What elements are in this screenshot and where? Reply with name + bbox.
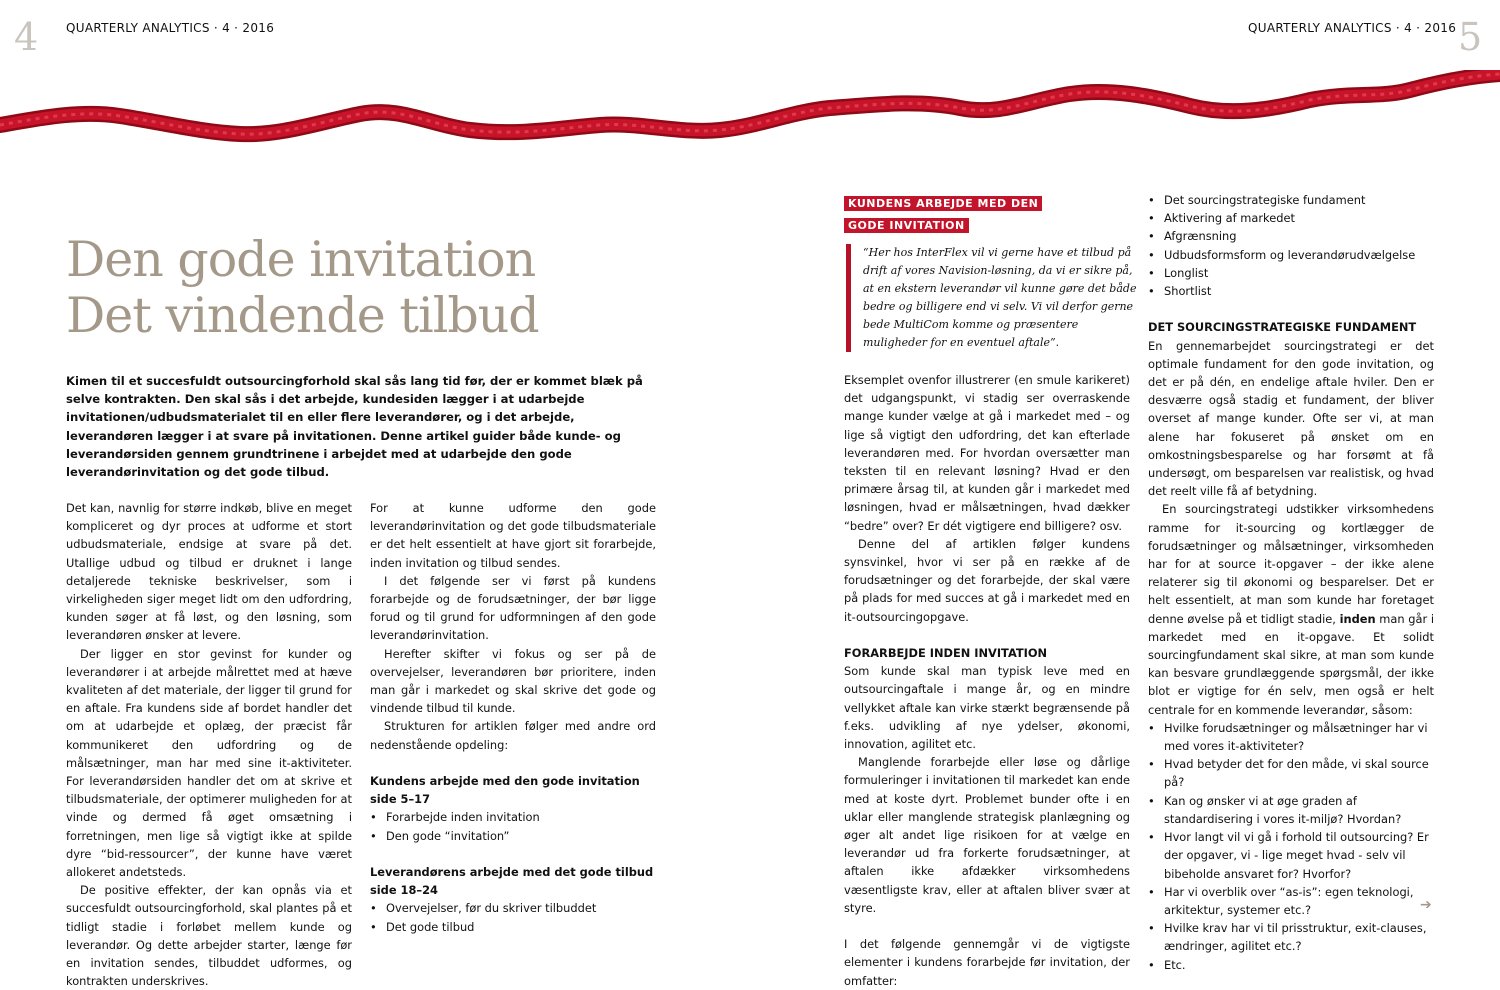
paragraph: Strukturen for artiklen følger med andre ord nedenstående opdeling: [370, 719, 656, 752]
running-head-right: QUARTERLY ANALYTICS · 4 · 2016 [1248, 21, 1457, 35]
list-item: • Shortlist [1148, 282, 1434, 300]
list-item: • Kan og ønsker vi at øge graden af standardisering i vores it-miljø? Hvordan? [1148, 792, 1434, 828]
list-item: • Longlist [1148, 264, 1434, 282]
structure-section-2-list [370, 899, 656, 935]
title-line-2: Det vindende tilbud [66, 287, 539, 344]
paragraph: I det følgende ser vi først på kundens forarbejde og de forudsætninger, der bør ligge forud og til grund for udformningen af den gode leverandørinvitation. [370, 573, 656, 643]
structure-section-1-list [370, 808, 656, 844]
structure-section-2-pages: side 18–24 [370, 883, 438, 898]
list-item: • Udbudsformsform og leverandørudvælgelse [1148, 246, 1434, 264]
list-item: • Hvilke forudsætninger og målsætninger har vi med vores it-aktiviteter? [1148, 719, 1434, 755]
section-heading: DET SOURCINGSTRATEGISKE FUNDAMENT [1148, 320, 1417, 335]
list-item: • Hvilke krav har vi til prisstruktur, exit-clauses, ændringer, agilitet etc.? [1148, 919, 1434, 955]
structure-section-1-title: Kundens arbejde med den gode invitation [370, 774, 640, 789]
list-item: • Den gode “invitation” [370, 827, 656, 845]
list-item: • Har vi overblik over “as-is”: egen teknologi, arkitektur, systemer etc.? [1148, 883, 1434, 919]
questions-list [1148, 719, 1434, 974]
list-item: • Hvad betyder det for den måde, vi skal source på? [1148, 755, 1434, 791]
prework-list [1148, 191, 1434, 300]
red-yarn-illustration [0, 70, 1500, 170]
text-run: man går i markedet med en it-opgave. Et solidt sourcingfundament skal sikre, at man som kunde kan besvare grundlæggende spørgsmål, der ikke blot er vigtige for én selv, men også er helt centrale for en kommende leverandør, såsom: [1148, 611, 1434, 717]
structure-section-2-title: Leverandørens arbejde med det gode tilbud [370, 865, 654, 880]
paragraph: En gennemarbejdet sourcingstrategi er det optimale fundament for den gode invitation, og det er på dén, en endelige aftale hviler. Den er desværre også stadig et fundament, der bliver overset af mange kunder. Ofte ser vi, at man alene har fokuseret på ønsket om en omkostningsbesparelse og har forsømt at få undersøgt, om besparelsen var realistisk, og hvad det reelt ville få af betydning. [1148, 338, 1434, 499]
list-item: • Det sourcingstrategiske fundament [1148, 191, 1434, 209]
body-column-1 [66, 499, 352, 990]
article-title [66, 232, 539, 344]
paragraph: Der ligger en stor gevinst for kunder og leverandører i at arbejde målrettet med at hæve kvaliteten af det materiale, der ligger til grund for en aftale. Fra kundens side af bordet handler det om at udarbejde et oplæg, der præcist får kommunikeret den udfordring og de målsætninger, man har med sine it-aktiviteter. For leverandørsiden handler det om at skrive et tilbudsmateriale, der optimerer muligheden for at vinde og dermed få øget omsætning i forretningen, men lige så vigtigt ikke at spilde dyre “bid-ressourcer”, der kunne have været allokeret andetsteds. [66, 646, 352, 880]
title-line-1: Den gode invitation [66, 231, 536, 288]
section-heading: FORARBEJDE INDEN INVITATION [844, 646, 1048, 661]
paragraph: Som kunde skal man typisk leve med en outsourcingaftale i mange år, og en mindre vellykket aftale kan virke stærkt begrænsende på f.eks. udvikling af nye ydelser, økonomi, innovation, agilitet etc. [844, 664, 1130, 752]
paragraph: Manglende forarbejde eller løse og dårlige formuleringer i invitationen til markedet kan ende med at koste dyrt. Problemet bunder ofte i en uklar eller manglende strategisk planlægning og øger alt andet lige risikoen for at vælge en leverandør ud fra forkerte forudsætninger, at aftalen ikke afdækker virksomhedens væsentligste krav, eller at aftalen bliver svær at styre. [844, 755, 1130, 915]
pull-quote: “Her hos InterFlex vil vi gerne have et tilbud på drift af vores Navision-løsning, da vi er sikre på, at en ekstern leverandør vil kunne gøre det både bedre og billigere end vi selv. Vi vil derfor gerne bede MultiCom komme og præsentere muligheder for en eventuel aftale”. [846, 244, 1143, 352]
list-item: • Afgrænsning [1148, 227, 1434, 245]
list-item: • Hvor langt vil vi gå i forhold til outsourcing? Er der opgaver, vi - lige meget hvad - selv vil bibeholde ansvaret for? Hvorfor? [1148, 828, 1434, 883]
list-item: • Overvejelser, før du skriver tilbuddet [370, 899, 656, 917]
paragraph: De positive effekter, der kan opnås via et succesfuldt outsourcingforhold, skal plantes på et tidligt stadie i forløbet mellem kunde og leverandør. Og dette arbejder starter, længe før en invitation sendes, tilbuddet udformes, og kontrakten underskrives. [66, 883, 352, 989]
page-number-left: 4 [14, 15, 39, 59]
emphasis: inden [1339, 611, 1376, 626]
list-item: • Forarbejde inden invitation [370, 808, 656, 826]
list-item: • Det gode tilbud [370, 918, 656, 936]
kicker-line-1: KUNDENS ARBEJDE MED DEN [844, 196, 1042, 211]
body-column-4 [1148, 191, 1434, 974]
list-item: • Etc. [1148, 956, 1434, 974]
section-kicker [844, 192, 1042, 236]
paragraph: Denne del af artiklen følger kundens synsvinkel, hvor vi ser på en række af de forudsætninger og det forarbejde, der skal være på plads for med succes at gå i markedet med en it-outsourcingopgave. [844, 536, 1130, 624]
page-number-right: 5 [1458, 15, 1483, 59]
paragraph: Det kan, navnlig for større indkøb, blive en meget kompliceret og dyr proces at udforme et stort udbudsmateriale, endsige at svare på det. Utallige udbud og tilbud er druknet i lange detaljerede tekniske beskrivelser, som i virkeligheden siger meget lidt om den udfordring, kunden søger at få løst, og den løsning, som leverandøren ønsker at levere. [66, 501, 352, 643]
lead-paragraph: Kimen til et succesfuldt outsourcingforhold skal sås lang tid før, der er kommet blæk på selve kontrakten. Den skal sås i det arbejde, kundesiden lægger i at udarbejde invitationen/udbudsmaterialet til en eller flere leverandører, og i det arbejde, leverandøren lægger i at svare på invitationen. Denne artikel guider både kunde- og leverandørsiden gennem grundtrinene i arbejdet med at udarbejde den gode leverandørinvitation og det gode tilbud. [66, 374, 643, 480]
running-head-left: QUARTERLY ANALYTICS · 4 · 2016 [66, 21, 275, 35]
paragraph: For at kunne udforme den gode leverandørinvitation og det gode tilbudsmateriale er det helt essentielt at have gjort sit forarbejde, inden invitation og tilbud sendes. [370, 501, 656, 570]
body-column-3 [844, 371, 1130, 990]
paragraph [1148, 500, 1434, 718]
paragraph: Herefter skifter vi fokus og ser på de overvejelser, leverandøren bør prioritere, inden man går i markedet og skal skrive det gode og vindende tilbud til kunde. [370, 646, 656, 716]
list-item: • Aktivering af markedet [1148, 209, 1434, 227]
structure-section-1-pages: side 5–17 [370, 792, 431, 807]
text-run: En sourcingstrategi udstikker virksomhedens ramme for it-sourcing og kortlægger de forudsætninger og målsætninger, virksomheden har for at source it-opgaver – der ikke alene relaterer sig til økonomi og besparelser. Det er helt essentielt, at man som kunde har foretaget denne øvelse på et tidligt stadie, [1148, 502, 1434, 626]
paragraph: I det følgende gennemgår vi de vigtigste elementer i kundens forarbejde før invitation, der omfatter: [844, 937, 1130, 988]
kicker-line-2: GODE INVITATION [844, 218, 969, 233]
paragraph: Eksemplet ovenfor illustrerer (en smule karikeret) det udgangspunkt, vi stadig ser overraskende mange kunder vælge at gå i markedet med – og lige så vigtigt den udfordring, det kan efterlade leverandøren med. For hvordan oversætter man teksten til en relevant løsning? Hvad er den primære årsag til, at kunden går i markedet med løsningen, hvad er målsætningen, hvad dækker “bedre” over? Er dét vigtigere end billigere? osv. [844, 373, 1130, 533]
arrow-right-icon[interactable]: ➔ [1420, 897, 1432, 913]
body-column-2 [370, 499, 656, 936]
